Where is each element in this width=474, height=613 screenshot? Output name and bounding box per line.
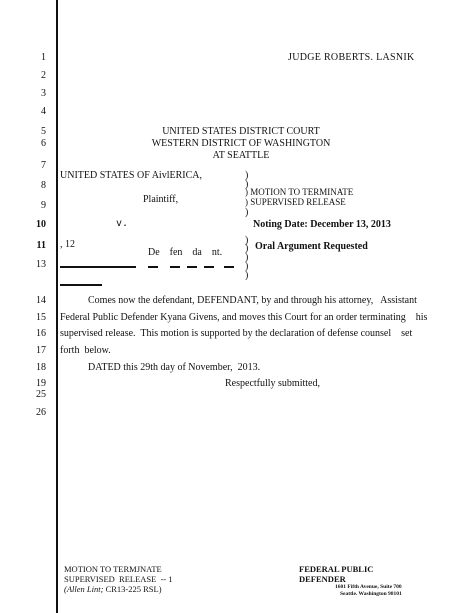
motion-title-line2: ) SUPERVISED RELEASE bbox=[245, 197, 346, 207]
court-district: WESTERN DISTRICT OF WASHINGTON bbox=[151, 138, 331, 149]
court-location: AT SEATTLE bbox=[212, 150, 270, 161]
caption-rule bbox=[60, 266, 136, 268]
defendant-label: De fen da nt. bbox=[148, 247, 223, 258]
judge-name: JUDGE ROBERTS. LASNIK bbox=[288, 52, 415, 63]
closing: Respectfully submitted, bbox=[225, 378, 320, 389]
footer-case-name: (Allen Lint; bbox=[64, 584, 104, 594]
line-number: 16 bbox=[36, 328, 46, 339]
caption-paren: ) bbox=[245, 207, 249, 218]
caption-paren: ) bbox=[245, 243, 249, 254]
caption-paren: ) bbox=[245, 261, 249, 272]
court-name: UNITED STATES DISTRICT COURT bbox=[162, 126, 320, 137]
body-line: supervised release. This motion is supported by the declaration of defense counsel set bbox=[60, 328, 413, 339]
footer-office: DEFENDER bbox=[299, 574, 346, 584]
motion-title-line1: ) MOTION TO TERMINATE bbox=[245, 187, 354, 197]
caption-rule bbox=[204, 266, 214, 268]
line-number: 19 bbox=[36, 378, 46, 389]
line-number: 4 bbox=[41, 106, 46, 117]
line-number: 1 bbox=[41, 52, 46, 63]
footer-office: FEDERAL PUBLIC bbox=[299, 564, 374, 574]
line-number: 13 bbox=[36, 259, 46, 270]
footer-address: 1601 Fifth Avenue, Suite 700 bbox=[335, 584, 402, 590]
caption-paren: ) bbox=[245, 235, 249, 246]
body-line: Comes now the defendant, DEFENDANT, by and through his attorney, Assistant bbox=[88, 295, 417, 306]
caption-paren: ) bbox=[245, 252, 249, 263]
versus: v. bbox=[116, 218, 129, 229]
caption-paren: ) bbox=[245, 179, 249, 190]
defendant-prefix: , 12 bbox=[60, 239, 75, 250]
line-number: 18 bbox=[36, 362, 46, 373]
caption-rule bbox=[187, 266, 197, 268]
line-number: 9 bbox=[41, 200, 46, 211]
body-line: Federal Public Defender Kyana Givens, and moves this Court for an order terminating his bbox=[60, 312, 428, 323]
caption-paren: ) bbox=[245, 170, 249, 181]
line-number: 2 bbox=[41, 70, 46, 81]
line-number: 11 bbox=[36, 240, 46, 251]
caption-rule bbox=[170, 266, 180, 268]
line-number: 25 bbox=[36, 389, 46, 400]
line-number: 6 bbox=[41, 138, 46, 149]
caption-rule bbox=[224, 266, 234, 268]
line-number: 3 bbox=[41, 88, 46, 99]
noting-date: Noting Date: December 13, 2013 bbox=[253, 219, 391, 230]
line-number: 26 bbox=[36, 407, 46, 418]
caption-rule bbox=[60, 284, 102, 286]
body-line: forth below. bbox=[60, 345, 111, 356]
line-number: 15 bbox=[36, 312, 46, 323]
caption-paren: ) bbox=[245, 270, 249, 281]
footer-page: SUPERVISED RELEASE -- 1 bbox=[64, 574, 173, 584]
left-margin-rule bbox=[56, 0, 58, 613]
plaintiff-name: UNITED STATES OF AivlERICA, bbox=[60, 170, 202, 181]
footer-city: Seattle. Washington 98101 bbox=[340, 591, 402, 597]
line-number: 5 bbox=[41, 126, 46, 137]
line-number: 14 bbox=[36, 295, 46, 306]
dated-line: DATED this 29th day of November, 2013. bbox=[88, 362, 261, 373]
footer-case-number: CR13-225 RSL) bbox=[103, 584, 162, 594]
caption-rule bbox=[148, 266, 158, 268]
plaintiff-label: Plaintiff, bbox=[143, 194, 179, 205]
line-number: 10 bbox=[36, 219, 46, 230]
footer-title: MOTION TO TERMJNATE bbox=[64, 564, 162, 574]
oral-argument: Oral Argument Requested bbox=[255, 241, 368, 252]
footer-case bbox=[64, 584, 162, 594]
line-number: 7 bbox=[41, 160, 46, 171]
line-number: 17 bbox=[36, 345, 46, 356]
line-number: 8 bbox=[41, 180, 46, 191]
